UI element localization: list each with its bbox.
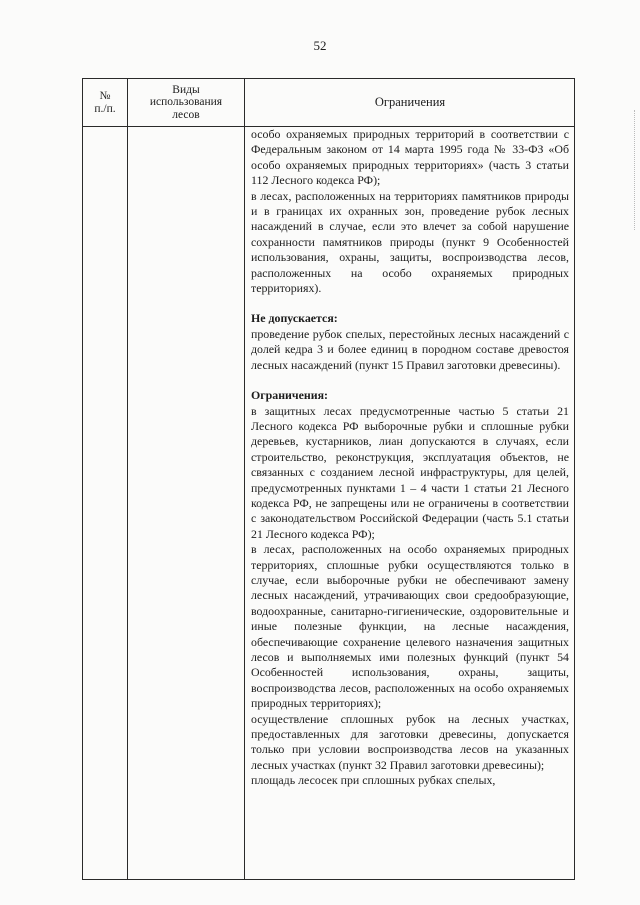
restriction-item: в лесах, расположенных на особо охраняемых природных территориях, сплошные рубки осуществляются только в случае, если выборочные рубки не обеспечивают замену лесных насаждений, утрачивающих свои средообразующие, водоохранные, санитарно-гигиенические, оздоровительные и иные полезные функции, на лесные насаждения, обеспечивающие сохранение целевого назначения защитных лесов и выполняемых ими полезных функций (пункт 54 Особенностей использования, охраны, защиты, воспроизводства лесов, расположенных на особо охраняемых природных территориях); (251, 542, 569, 711)
restriction-item: площадь лесосек при сплошных рубках спелых, (251, 773, 496, 788)
header-number (83, 79, 127, 126)
restrictions-table (82, 78, 575, 880)
section-heading-not-allowed: Не допускается: (251, 311, 338, 326)
scan-edge-mark (634, 110, 636, 230)
intro-paragraph: особо охраняемых природных территорий в соответствии с Федеральным законом от 14 марта 1995 года № 33-ФЗ «Об особо охраняемых природных территориях» (часть 3 статьи 112 Лесного кодекса РФ); (251, 127, 569, 188)
restriction-item: в защитных лесах предусмотренные частью 5 статьи 21 Лесного кодекса РФ выборочные рубки и сплошные рубки деревьев, кустарников, лиан допускаются в случаях, если строительство, реконструкция, эксплуатация объектов, не связанных с созданием лесной инфраструктуры, для целей, предусмотренных пунктами 1 – 4 части 1 статьи 21 Лесного кодекса РФ, не запрещены или не ограничены в соответствии с законодательством Российской Федерации (часть 5.1 статьи 21 Лесного кодекса РФ); (251, 403, 569, 541)
header-forest-use-kind (128, 79, 244, 126)
column-divider (127, 79, 128, 879)
page-number: 52 (313, 38, 327, 53)
section-heading-restrictions: Ограничения: (251, 388, 328, 403)
header-number-label: № п./п. (94, 90, 116, 115)
header-kind-label: Виды использования лесов (149, 83, 223, 121)
column-divider (244, 79, 245, 879)
section-text-not-allowed: проведение рубок спелых, перестойных лесных насаждений с долей кедра 3 и более единиц в породном составе древостоя лесных насаждений (пункт 15 Правил заготовки древесины). (251, 326, 569, 372)
intro-paragraph-2: в лесах, расположенных на территориях памятников природы и в границах их охранных зон, проведение рубок лесных насаждений в случае, если это влечет за собой нарушение сохранности памятников природы (пункт 9 Особенностей использования, охраны, защиты, воспроизводства лесов, расположенных на особо охраняемых природных территориях). (251, 188, 569, 296)
restrictions-cell (251, 127, 569, 789)
restriction-item: осуществление сплошных рубок на лесных участках, предоставленных для заготовки древесины, допускается только при условии воспроизводства лесов на указанных лесных участках (пункт 32 Правил заготовки древесины); (251, 711, 569, 772)
header-restrictions (245, 79, 575, 126)
header-restrictions-label: Ограничения (374, 95, 446, 110)
